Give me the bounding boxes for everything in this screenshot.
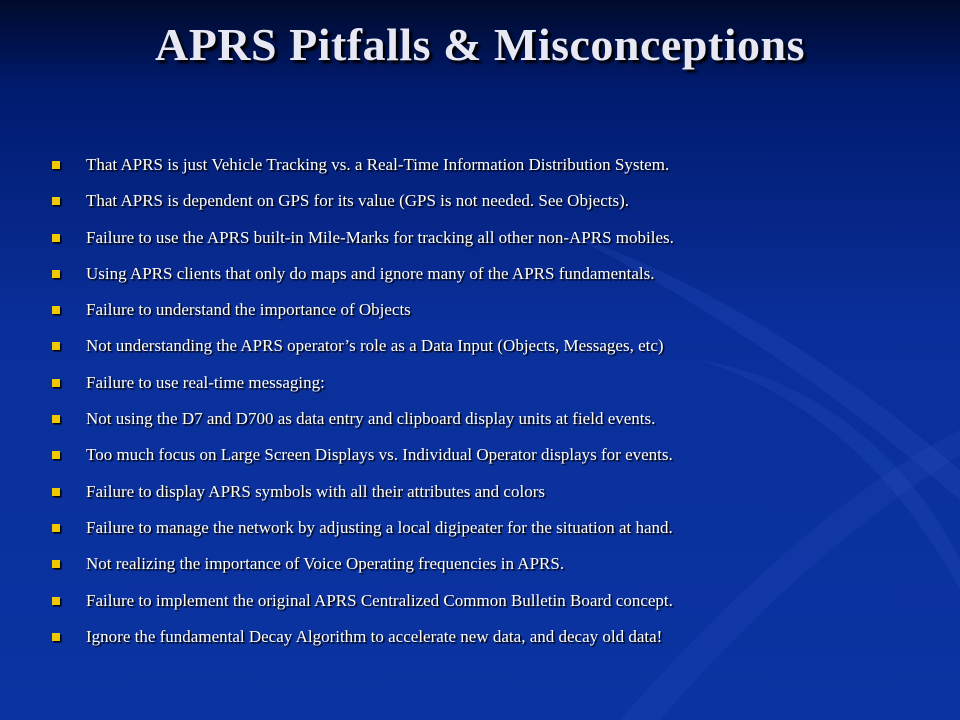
bullet-list bbox=[52, 152, 942, 660]
bullet-text: Failure to implement the original APRS Centralized Common Bulletin Board concept. bbox=[86, 590, 673, 610]
bullet-text: Failure to understand the importance of Objects bbox=[86, 300, 411, 320]
bullet-text: That APRS is dependent on GPS for its value (GPS is not needed. See Objects). bbox=[86, 191, 630, 211]
square-bullet-icon bbox=[52, 379, 60, 387]
square-bullet-icon bbox=[52, 451, 60, 459]
bullet-text: Too much focus on Large Screen Displays vs. Individual Operator displays for events. bbox=[86, 445, 673, 465]
square-bullet-icon bbox=[52, 597, 60, 605]
bullet-text: Not realizing the importance of Voice Operating frequencies in APRS. bbox=[86, 554, 565, 574]
square-bullet-icon bbox=[52, 306, 60, 314]
bullet-text: Ignore the fundamental Decay Algorithm to accelerate new data, and decay old data! bbox=[86, 626, 663, 646]
bullet-item bbox=[52, 442, 942, 478]
square-bullet-icon bbox=[52, 270, 60, 278]
bullet-text: That APRS is just Vehicle Tracking vs. a Real-Time Information Distribution System. bbox=[86, 155, 670, 174]
bullet-item bbox=[52, 515, 942, 551]
square-bullet-icon bbox=[52, 197, 60, 205]
bullet-item bbox=[52, 297, 942, 333]
bullet-text: Failure to manage the network by adjusting a local digipeater for the situation at hand. bbox=[86, 517, 673, 537]
bullet-item bbox=[52, 152, 942, 188]
bullet-item bbox=[52, 261, 942, 297]
square-bullet-icon bbox=[52, 342, 60, 350]
bullet-item bbox=[52, 551, 942, 587]
bullet-item bbox=[52, 588, 942, 624]
square-bullet-icon bbox=[52, 234, 60, 242]
square-bullet-icon bbox=[52, 161, 60, 169]
bullet-item bbox=[52, 406, 942, 442]
square-bullet-icon bbox=[52, 488, 60, 496]
square-bullet-icon bbox=[52, 524, 60, 532]
bullet-text: Failure to use real-time messaging: bbox=[86, 372, 325, 392]
bullet-item bbox=[52, 225, 942, 261]
bullet-text: Failure to display APRS symbols with all their attributes and colors bbox=[86, 481, 545, 501]
bullet-item bbox=[52, 333, 942, 369]
bullet-item bbox=[52, 479, 942, 515]
square-bullet-icon bbox=[52, 415, 60, 423]
bullet-item bbox=[52, 624, 942, 660]
square-bullet-icon bbox=[52, 633, 60, 641]
bullet-text: Using APRS clients that only do maps and ignore many of the APRS fundamentals. bbox=[86, 263, 655, 283]
bullet-item bbox=[52, 370, 942, 406]
bullet-text: Failure to use the APRS built-in Mile-Marks for tracking all other non-APRS mobiles. bbox=[86, 227, 674, 247]
bullet-text: Not using the D7 and D700 as data entry and clipboard display units at field events. bbox=[86, 409, 656, 429]
square-bullet-icon bbox=[52, 560, 60, 568]
slide-title: APRS Pitfalls & Misconceptions bbox=[154, 19, 805, 70]
bullet-item bbox=[52, 188, 942, 224]
bullet-text: Not understanding the APRS operator’s role as a Data Input (Objects, Messages, etc) bbox=[86, 336, 664, 356]
